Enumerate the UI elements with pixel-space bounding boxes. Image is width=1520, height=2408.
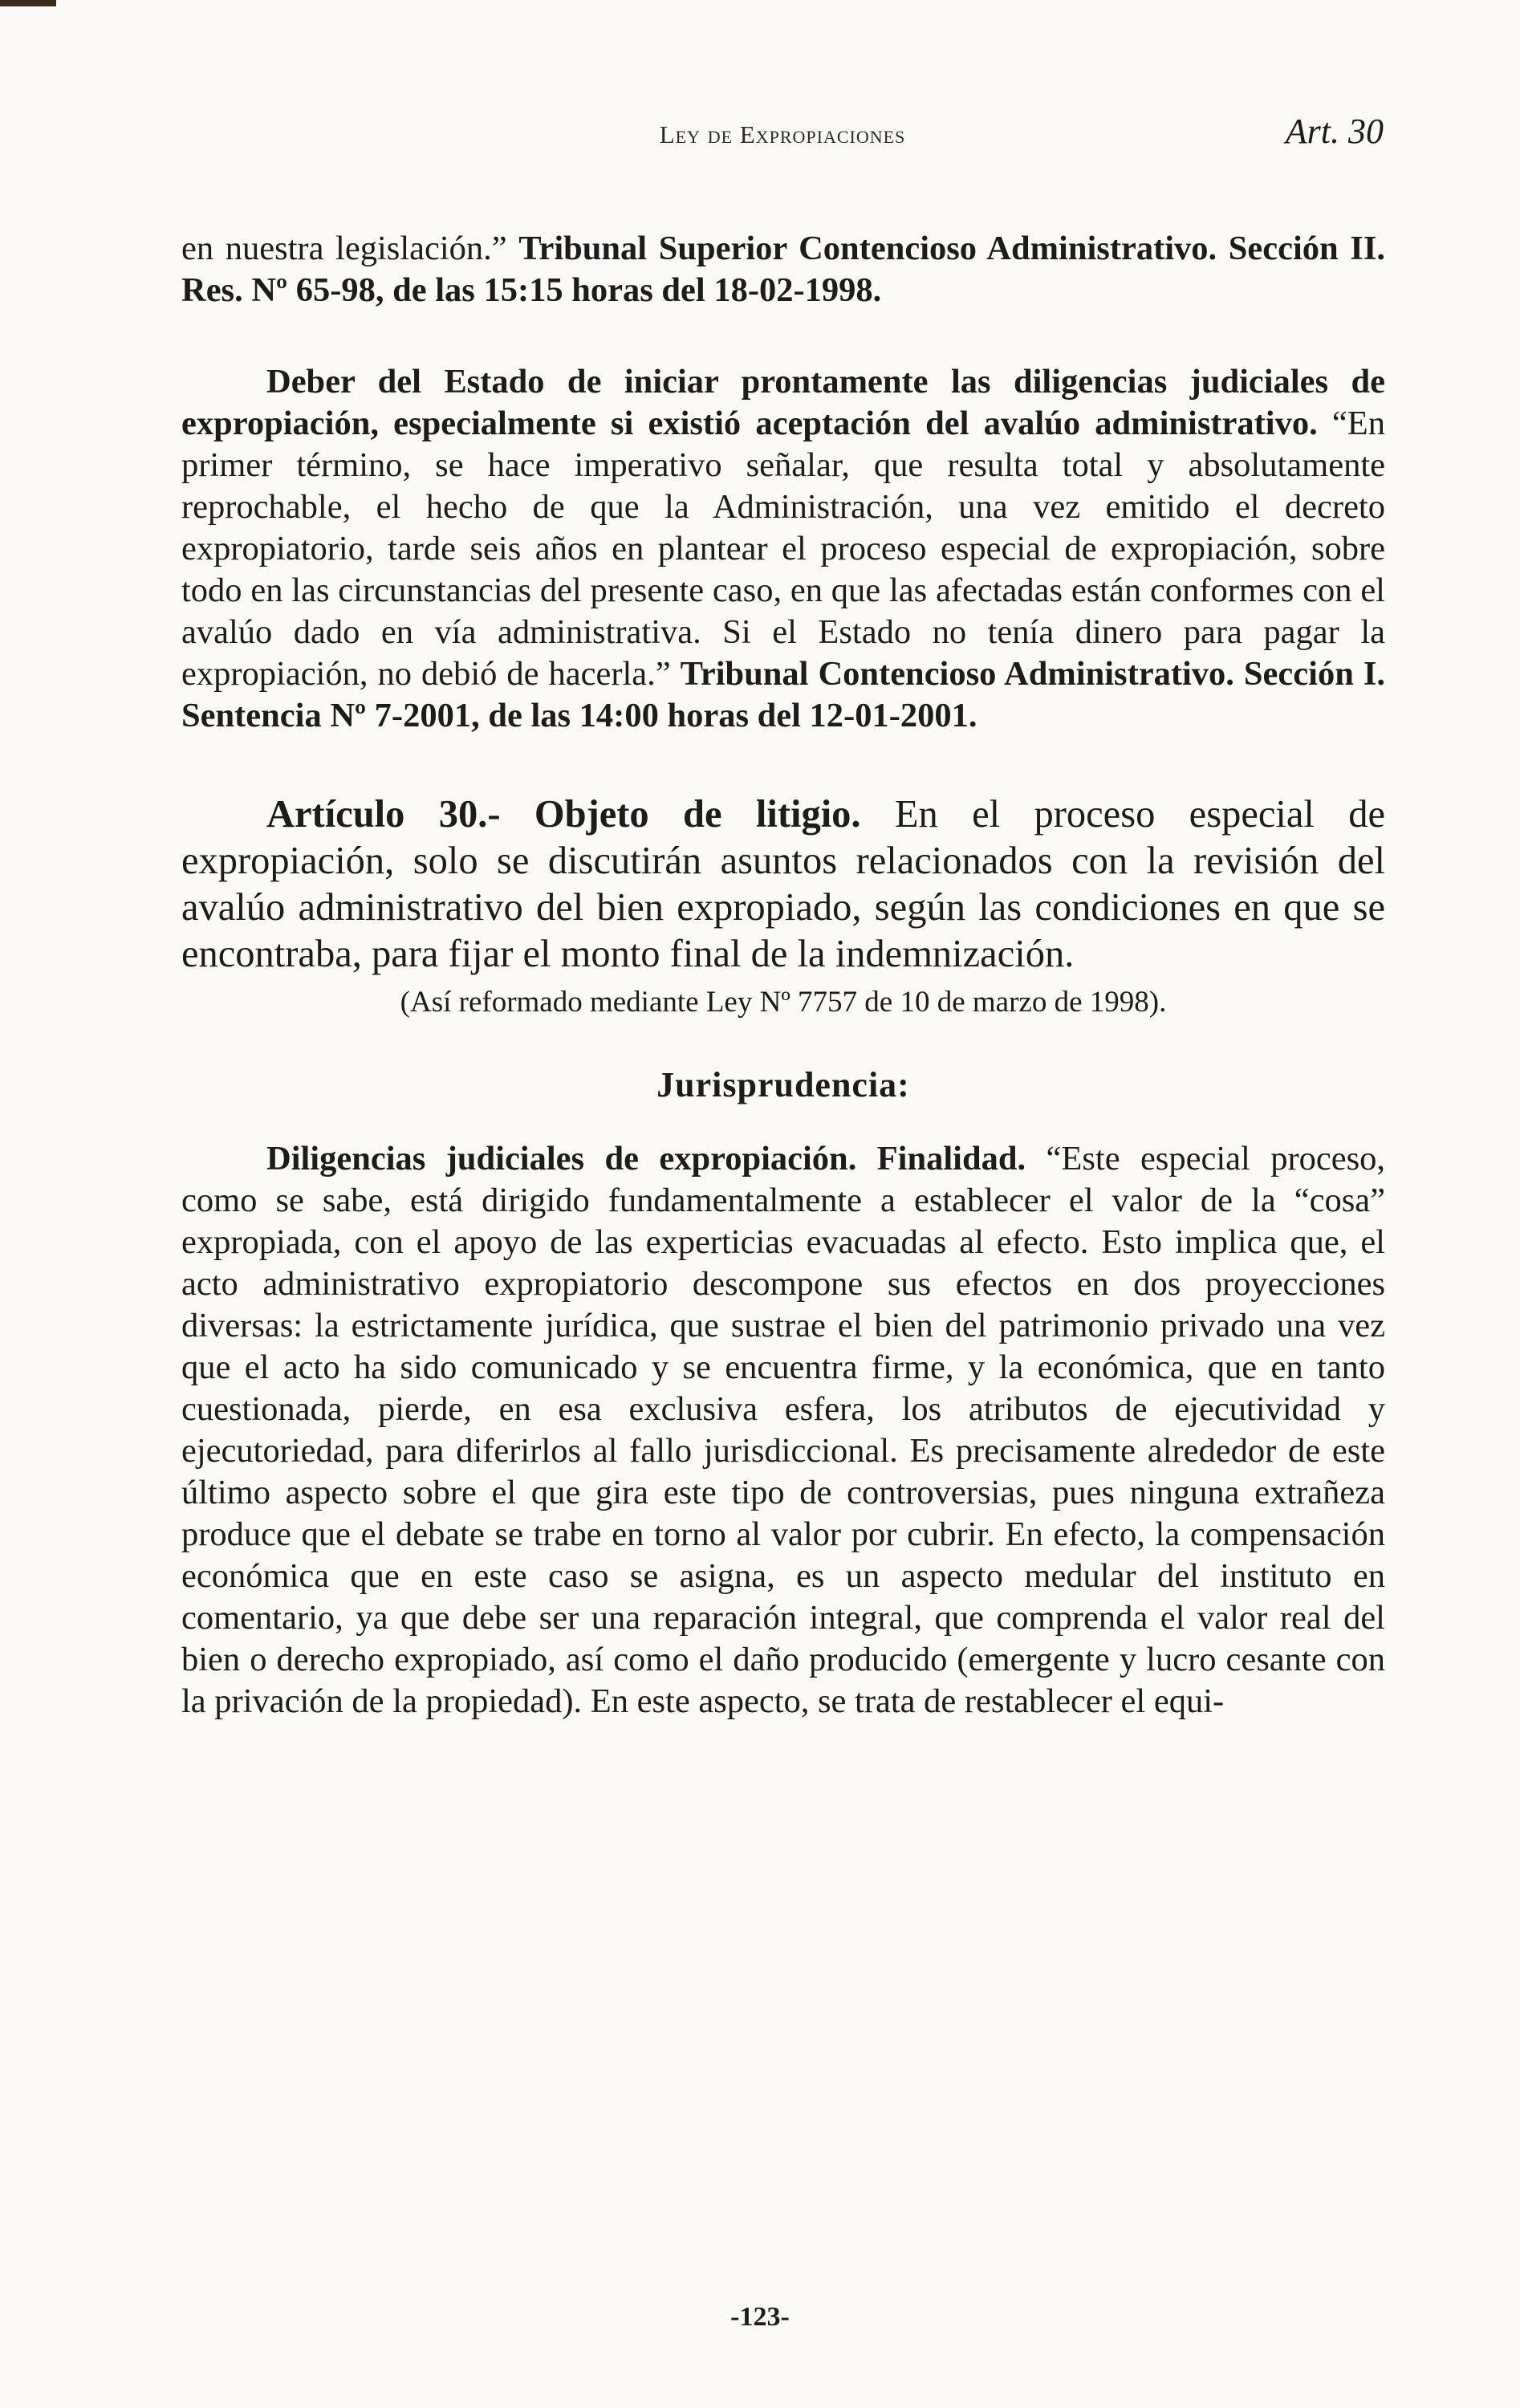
- jurisprudence-heading: Diligencias judiciales de expropiación. Finalidad.: [266, 1140, 1026, 1178]
- court-citation: Tribunal Superior Contencioso Administrativo. Sección II. Res. Nº 65-98, de las 15:15 horas del 18-02-1998.: [181, 230, 1386, 309]
- reform-note: (Así reformado mediante Ley Nº 7757 de 10 de marzo de 1998).: [400, 986, 1167, 1019]
- paragraph-continuation: [181, 228, 1385, 311]
- jurisprudence-heading: Deber del Estado de iniciar prontamente las diligencias judiciales de expropiación, especialmente si existió aceptación del avalúo administrativo.: [181, 363, 1385, 442]
- section-heading: Jurisprudencia:: [656, 1065, 910, 1104]
- paragraph-text: “En primer término, se hace imperativo señalar, que resulta total y absolutamente reprochable, el hecho de que la Administración, una vez emitido el decreto expropiatorio, tarde seis años en plantear el proceso especial de expropiación, sobre todo en las circunstancias del presente caso, en que las afectadas están conformes con el avalúo dado en vía administrativa. Si el Estado no tenía dinero para pagar la expropiación, no debió de hacerla.”: [181, 405, 1385, 693]
- scan-edge-mark: [0, 0, 56, 6]
- jurisprudence-paragraph: [181, 1138, 1385, 1723]
- court-citation: Tribunal Contencioso Administrativo. Sección I. Sentencia Nº 7-2001, de las 14:00 horas del 12-01-2001.: [181, 655, 1385, 734]
- page-header: [181, 111, 1384, 167]
- page-number: -123-: [730, 2302, 790, 2332]
- article-heading: Artículo 30.- Objeto de litigio.: [266, 793, 861, 836]
- article-paragraph: [181, 791, 1385, 978]
- article-label: Art. 30: [1285, 112, 1384, 151]
- article-text: En el proceso especial de expropiación, solo se discutirán asuntos relacionados con la revisión del avalúo administrativo del bien expropiado, según las condiciones en que se encontraba, para fijar el monto final de la indemnización.: [181, 793, 1385, 975]
- running-head: Ley de Expropiaciones: [659, 120, 906, 148]
- page-body: [181, 228, 1385, 1723]
- paragraph-text: en nuestra legislación.”: [181, 230, 519, 267]
- paragraph-text: “Este especial proceso, como se sabe, está dirigido fundamentalmente a establecer el valor de la “cosa” expropiada, con el apoyo de las experticias evacuadas al efecto. Esto implica que, el acto administrativo expropiatorio descompone sus efectos en dos proyecciones diversas: la estrictamente jurídica, que sustrae el bien del patrimonio privado una vez que el acto ha sido comunicado y se encuentra firme, y la económica, que en tanto cuestionada, pierde, en esa exclusiva esfera, los atributos de ejecutividad y ejecutoriedad, para diferirlos al fallo jurisdiccional. Es precisamente alrededor de este último aspecto sobre el que gira este tipo de controversias, pues ninguna extrañeza produce que el debate se trabe en torno al valor por cubrir. En efecto, la compensación económica que en este caso se asigna, es un aspecto medular del instituto en comentario, ya que debe ser una reparación integral, que comprenda el valor real del bien o derecho expropiado, así como el daño producido (emergente y lucro cesante con la privación de la propiedad). En este aspecto, se trata de restablecer el equi-: [181, 1140, 1385, 1720]
- jurisprudence-paragraph: [181, 361, 1385, 737]
